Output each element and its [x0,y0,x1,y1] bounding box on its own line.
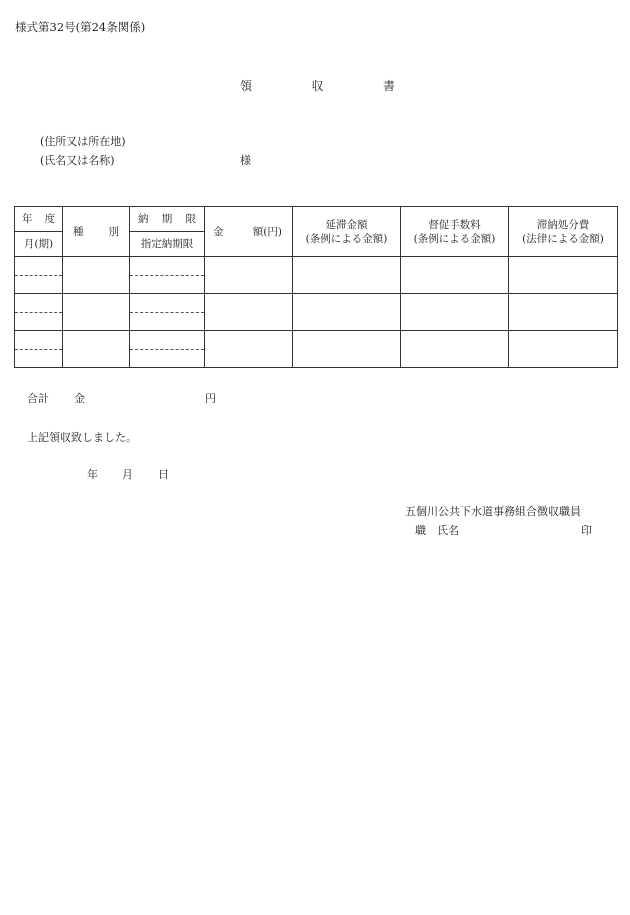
amount-cell [205,331,293,368]
type-cell [63,331,130,368]
reminder-fee-header: 督促手数料 (条例による金額) [401,207,509,257]
received-text: 上記領収致しました。 [27,431,137,444]
title-char-1: 領 [240,79,253,93]
type-cell [63,294,130,331]
amount-header: 金 額(円) [205,207,293,257]
year-cell [15,294,63,331]
address-label: (住所又は所在地) [40,135,126,148]
total-yen: 円 [205,392,216,405]
seal-mark: 印 [581,524,592,537]
title-char-2: 収 [311,79,324,93]
delinquency-cost-cell [509,331,618,368]
reminder-fee-cell [401,331,509,368]
amount-cell [205,257,293,294]
month-period-header: 月(期) [15,232,63,257]
year-header: 年 度 [15,207,63,232]
title-char-3: 書 [382,79,395,93]
reminder-fee-cell [401,294,509,331]
late-fee-cell [293,257,401,294]
type-cell [63,257,130,294]
late-fee-header: 延滞金額 (条例による金額) [293,207,401,257]
year-cell [15,257,63,294]
delinquency-cost-cell [509,294,618,331]
designated-due-header: 指定納期限 [130,232,205,257]
name-label: (氏名又は名称) [40,154,115,167]
form-number: 様式第32号(第24条関係) [15,20,146,34]
amount-cell [205,294,293,331]
late-fee-cell [293,331,401,368]
honorific: 様 [240,154,251,167]
official-title: 職 氏名 [415,524,459,537]
late-fee-cell [293,294,401,331]
document-title [240,77,395,94]
date-day: 日 [158,468,169,481]
total-label: 合計 [27,392,49,405]
total-kin: 金 [74,392,85,405]
year-cell [15,331,63,368]
due-cell [130,331,205,368]
due-cell [130,257,205,294]
organization: 五個川公共下水道事務組合徴収職員 [405,505,581,518]
reminder-fee-cell [401,257,509,294]
type-header: 種 別 [63,207,130,257]
receipt-table [14,206,618,368]
due-header: 納 期 限 [130,207,205,232]
due-cell [130,294,205,331]
date-year: 年 [87,468,98,481]
delinquency-cost-cell [509,257,618,294]
date-month: 月 [122,468,133,481]
delinquency-cost-header: 滞納処分費 (法律による金額) [509,207,618,257]
